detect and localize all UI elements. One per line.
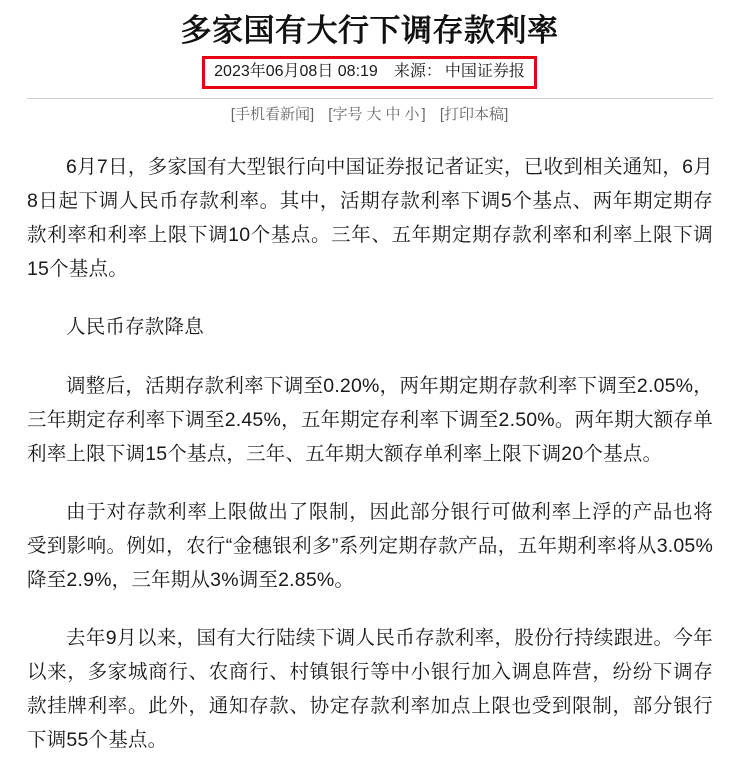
bracket-open-icon: [	[230, 106, 235, 123]
bracket-open-icon: [	[328, 106, 333, 123]
print-link[interactable]	[440, 105, 508, 125]
source-name: 中国证券报	[444, 63, 525, 80]
fontsize-large-button[interactable]: 大	[366, 106, 382, 123]
article-toolbar	[0, 105, 739, 125]
page-title: 多家国有大行下调存款利率	[180, 13, 559, 49]
article-body	[27, 150, 713, 781]
header-divider	[27, 98, 713, 99]
bracket-close-icon: ]	[421, 106, 426, 123]
article-subheading: 人民币存款降息	[66, 316, 204, 338]
bracket-close-icon: ]	[309, 106, 315, 123]
fontsize-control	[328, 105, 425, 125]
fontsize-medium-button[interactable]: 中	[385, 106, 401, 123]
bracket-close-icon: ]	[504, 106, 509, 123]
article-header	[0, 0, 739, 89]
article-paragraph: 由于对存款利率上限做出了限制，因此部分银行可做利率上浮的产品也将受到影响。例如，农行“金穗银利多”系列定期存款产品，五年期利率将从3.05%降至2.9%，三年期从3%调至2.85%。	[27, 501, 713, 591]
article-paragraph: 调整后，活期存款利率下调至0.20%，两年期定期存款利率下调至2.05%，三年期定存利率下调至2.45%，五年期定存利率下调至2.50%。两年期大额存单利率上限下调15个基点，三年、五年期大额存单利率上限下调20个基点。	[27, 375, 713, 465]
article-paragraph: 6月7日，多家国有大型银行向中国证券报记者证实，已收到相关通知，6月8日起下调人民币存款利率。其中，活期存款利率下调5个基点、两年期定期存款利率和利率上限下调10个基点。三年、五年期定期存款利率和利率上限下调15个基点。	[27, 156, 713, 280]
mobile-news-link[interactable]	[231, 105, 314, 125]
article-paragraph: 去年9月以来，国有大行陆续下调人民币存款利率，股份行持续跟进。今年以来，多家城商行、农商行、村镇银行等中小银行加入调息阵营，纷纷下调存款挂牌利率。此外，通知存款、协定存款利率加点上限也受到限制，部分银行下调55个基点。	[27, 627, 713, 751]
bracket-open-icon: [	[439, 106, 445, 123]
fontsize-label: 字号	[332, 106, 363, 123]
source-label: 来源：	[393, 63, 442, 80]
article-meta-wrapper	[0, 56, 739, 89]
mobile-news-label: 手机看新闻	[234, 106, 310, 123]
print-label: 打印本稿	[444, 106, 505, 123]
article-meta-box	[202, 56, 537, 89]
fontsize-small-button[interactable]: 小	[404, 106, 420, 123]
publish-timestamp: 2023年06月08日 08:19	[214, 63, 378, 80]
